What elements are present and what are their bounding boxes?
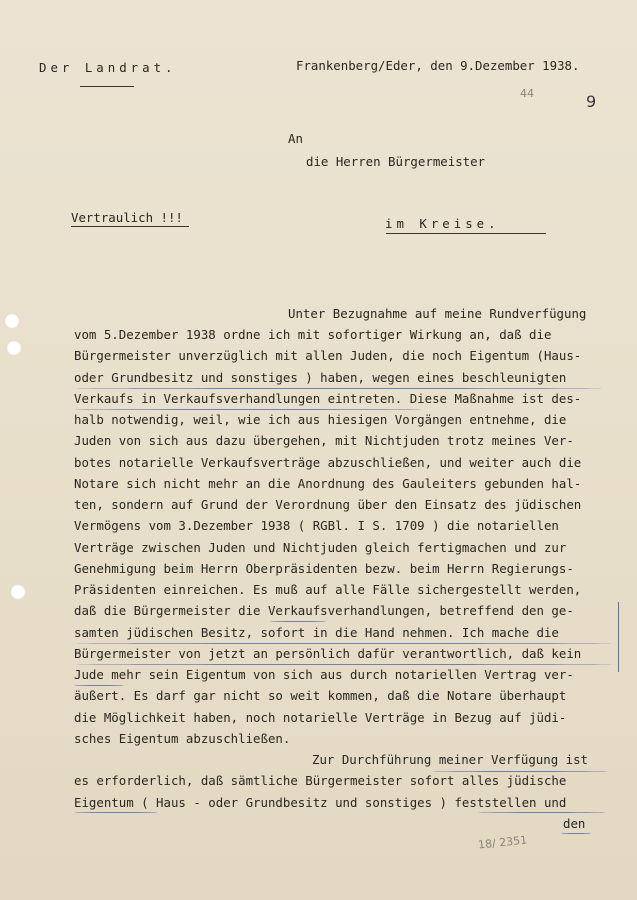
pen-underline xyxy=(74,812,158,813)
body-line: den xyxy=(563,816,586,831)
body-line: Verkaufs in Verkaufsverhandlungen eintreten. Diese Maßnahme ist des- xyxy=(74,391,582,406)
pen-underline xyxy=(74,664,614,665)
sender: Der Landrat. xyxy=(39,60,177,75)
pen-underline xyxy=(432,771,608,772)
body-line: botes notarielle Verkaufsverträge abzuschließen, und weiter auch die xyxy=(74,455,582,470)
pen-underline xyxy=(74,685,124,686)
punch-hole-bottom xyxy=(10,584,26,600)
body-line: samten jüdischen Besitz, sofort in die Hand nehmen. Ich mache die xyxy=(74,625,559,640)
confidential-note: Vertraulich !!! xyxy=(71,210,183,225)
body-line: Jude mehr sein Eigentum von sich aus durch notariellen Vertrag ver- xyxy=(74,667,574,682)
sender-underline xyxy=(80,86,134,87)
body-line: die Möglichkeit haben, noch notarielle Verträge in Bezug auf jüdi- xyxy=(74,710,567,725)
punch-hole-top xyxy=(4,313,20,329)
body-line: Verträge zwischen Juden und Nichtjuden gleich fertigmachen und zur xyxy=(74,540,567,555)
address-recipients: die Herren Bürgermeister xyxy=(306,154,486,169)
body-line: äußert. Es darf gar nicht so weit kommen, daß die Notare überhaupt xyxy=(74,688,567,703)
pencil-mark: 44 xyxy=(520,87,534,100)
body-line: halb notwendig, weil, wie ich aus hiesigen Vorgängen entnehme, die xyxy=(74,412,567,427)
punch-hole-middle xyxy=(6,340,22,356)
body-line: Genehmigung beim Herrn Oberpräsidenten bezw. beim Herrn Regierungs- xyxy=(74,561,574,576)
body-line: Zur Durchführung meiner Verfügung ist xyxy=(312,752,589,767)
address-district: im Kreise. xyxy=(385,216,500,231)
body-line: Eigentum ( Haus - oder Grundbesitz und sonstiges ) feststellen und xyxy=(74,795,567,810)
address-line-an: An xyxy=(288,131,303,146)
place-date: Frankenberg/Eder, den 9.Dezember 1938. xyxy=(296,58,580,73)
page-number: 9 xyxy=(586,92,597,111)
pen-underline xyxy=(74,409,422,410)
pen-underline xyxy=(74,643,614,644)
body-line: daß die Bürgermeister die Verkaufsverhandlungen, betreffend den ge- xyxy=(74,603,574,618)
body-line: sches Eigentum abzuschließen. xyxy=(74,731,291,746)
body-line: es erforderlich, daß sämtliche Bürgermeister sofort alles jüdische xyxy=(74,773,567,788)
body-line: Bürgermeister unverzüglich mit allen Juden, die noch Eigentum (Haus- xyxy=(74,348,582,363)
confidential-underline xyxy=(71,226,189,227)
pen-underline xyxy=(478,812,606,813)
pen-underline xyxy=(561,833,591,834)
body-line: Notare sich nicht mehr an die Anordnung des Gauleiters gebunden hal- xyxy=(74,476,582,491)
pen-underline xyxy=(270,621,326,622)
body-line: ten, sondern auf Grund der Verordnung über den Einsatz des jüdischen xyxy=(74,497,582,512)
archive-pencil-note: 18/ 2351 xyxy=(477,833,528,852)
body-line: Juden von sich aus dazu übergehen, mit Nichtjuden trotz meines Ver- xyxy=(74,433,574,448)
body-line: Vermögens vom 3.Dezember 1938 ( RGBl. I S. 1709 ) die notariellen xyxy=(74,518,559,533)
body-line: Bürgermeister von jetzt an persönlich dafür verantwortlich, daß kein xyxy=(74,646,582,661)
district-underline xyxy=(386,233,546,234)
body-line: Unter Bezugnahme auf meine Rundverfügung xyxy=(288,306,587,321)
body-line: Präsidenten einreichen. Es muß auf alle Fälle sichergestellt werden, xyxy=(74,582,582,597)
margin-mark xyxy=(618,602,619,672)
body-line: vom 5.Dezember 1938 ordne ich mit sofortiger Wirkung an, daß die xyxy=(74,327,552,342)
pen-underline xyxy=(74,388,604,389)
body-line: oder Grundbesitz und sonstiges ) haben, wegen eines beschleunigten xyxy=(74,370,567,385)
